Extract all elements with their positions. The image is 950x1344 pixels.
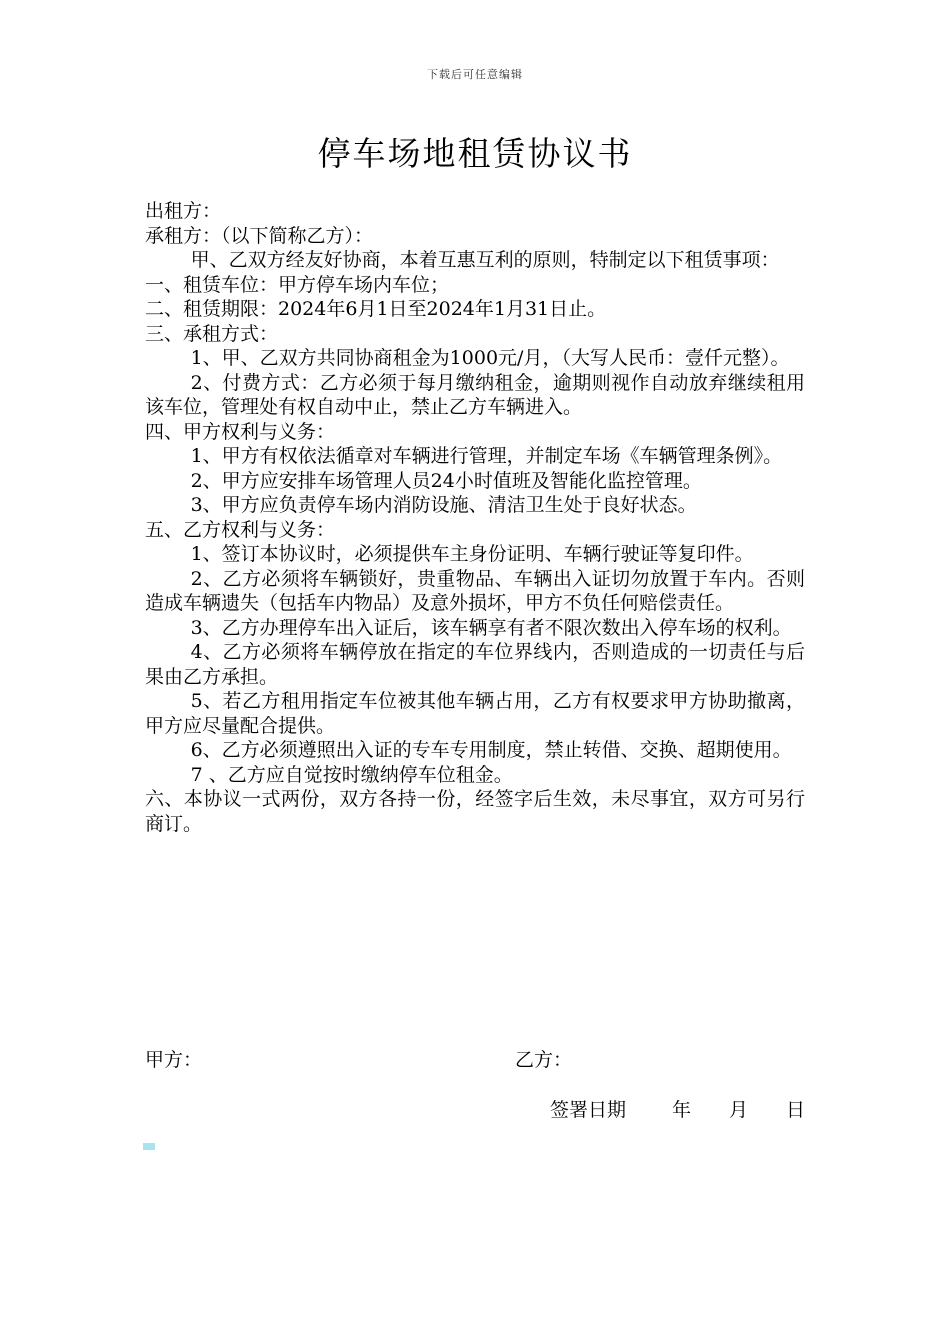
party-b-signature-label: 乙方：: [515, 1049, 573, 1071]
agreement-paragraph: 3、乙方办理停车出入证后，该车辆享有者不限次数出入停车场的权利。: [190, 616, 792, 639]
agreement-paragraph: 3、甲方应负责停车场内消防设施、清洁卫生处于良好状态。: [190, 494, 697, 516]
agreement-paragraph: 6、乙方必须遵照出入证的专车专用制度，禁止转借、交换、超期使用。: [190, 739, 792, 761]
header-note: 下载后可任意编辑: [427, 68, 523, 81]
agreement-paragraph: 7 、乙方应自觉按时缴纳停车位租金。: [190, 763, 513, 786]
agreement-paragraph: 三、承租方式：: [145, 322, 279, 345]
party-a-signature-label: 甲方：: [145, 1049, 203, 1071]
agreement-paragraph: 二、租赁期限：2024年6月1日至2024年1月31日止。: [145, 298, 607, 320]
date-day-label: 日: [785, 1099, 805, 1121]
agreement-paragraph: 2、甲方应安排车场管理人员24小时值班及智能化监控管理。: [190, 469, 702, 492]
agreement-paragraph: 5、若乙方租用指定车位被其他车辆占用，乙方有权要求甲方协助撤离，甲方应尽量配合提供。: [145, 690, 805, 737]
agreement-paragraph: 出租方：: [145, 200, 222, 222]
agreement-paragraph: 一、租赁车位：甲方停车场内车位；: [145, 273, 450, 296]
agreement-paragraph: 五、乙方权利与义务：: [145, 518, 336, 541]
agreement-paragraph: 1、甲、乙双方共同协商租金为1000元/月，（大写人民币：壹仟元整）。: [190, 347, 790, 369]
agreement-paragraph: 四、甲方权利与义务：: [145, 420, 336, 443]
agreement-paragraph: 2、乙方必须将车辆锁好，贵重物品、车辆出入证切勿放置于车内。否则造成车辆遗失（包括车内物品）及意外损坏，甲方不负任何赔偿责任。: [145, 567, 805, 614]
agreement-paragraph: 4、乙方必须将车辆停放在指定的车位界线内，否则造成的一切责任与后果由乙方承担。: [145, 641, 805, 688]
agreement-paragraph: 六、本协议一式两份，双方各持一份，经签字后生效，未尽事宜，双方可另行商订。: [145, 788, 805, 835]
agreement-paragraph: 1、签订本协议时，必须提供车主身份证明、车辆行驶证等复印件。: [190, 543, 754, 565]
agreement-paragraph: 甲、乙双方经友好协商，本着互惠互利的原则，特制定以下租赁事项：: [190, 249, 780, 271]
document-title: 停车场地租赁协议书: [317, 134, 633, 173]
agreement-body: [145, 199, 805, 836]
date-month-label: 月: [728, 1099, 748, 1121]
signature-row: [145, 1045, 805, 1073]
agreement-paragraph: 2、付费方式：乙方必须于每月缴纳租金，逾期则视作自动放弃继续租用该车位，管理处有权自动中止，禁止乙方车辆进入。: [145, 371, 805, 418]
agreement-paragraph: 1、甲方有权依法循章对车辆进行管理，并制定车场《车辆管理条例》。: [190, 445, 783, 467]
highlight-mark: [143, 1143, 155, 1150]
date-year-label: 年: [671, 1099, 691, 1121]
signing-date-row: [550, 1095, 805, 1122]
signing-date-label: 签署日期: [549, 1099, 626, 1121]
agreement-paragraph: 承租方：（以下简称乙方）：: [145, 224, 374, 247]
